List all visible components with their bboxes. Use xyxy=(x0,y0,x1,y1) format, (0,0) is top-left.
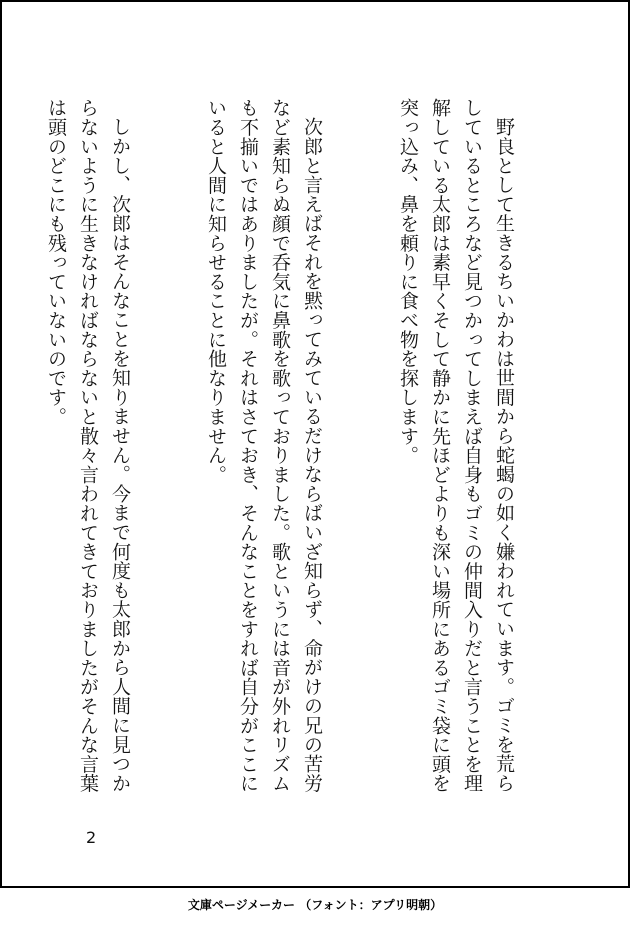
paragraph-1: 野良として生きるちいかわは世間から蛇蝎の如く嫌われています。ゴミを荒らしているところなど見つかってしまえば自身もゴミの仲間入りだと言うことを理解している太郎は素早くそして静かに先ほどよりも深い場所にあるゴミ袋に頭を突っ込み、鼻を頼りに食べ物を探します。 xyxy=(397,98,515,793)
page-number: 2 xyxy=(86,828,97,847)
paragraph-2: 次郎と言えばそれを黙ってみているだけならばいざ知らず、命がけの兄の苦労など素知らぬ顔で呑気に鼻歌を歌っておりました。歌というには音が外れリズムも不揃いではありましたが。それはさておき、そんなことをすれば自分がここにいると人間に知らせることに他なりません。 xyxy=(205,98,323,793)
vertical-text-body xyxy=(0,98,584,798)
paragraph-3: しかし、次郎はそんなことを知りません。今まで何度も太郎から人間に見つからないように生きなければならないと散々言われてきておりましたがそんな言葉は頭のどこにも残っていないのです。 xyxy=(45,98,131,793)
footer-credit: 文庫ページメーカー （フォント：アプリ明朝） xyxy=(187,898,443,912)
